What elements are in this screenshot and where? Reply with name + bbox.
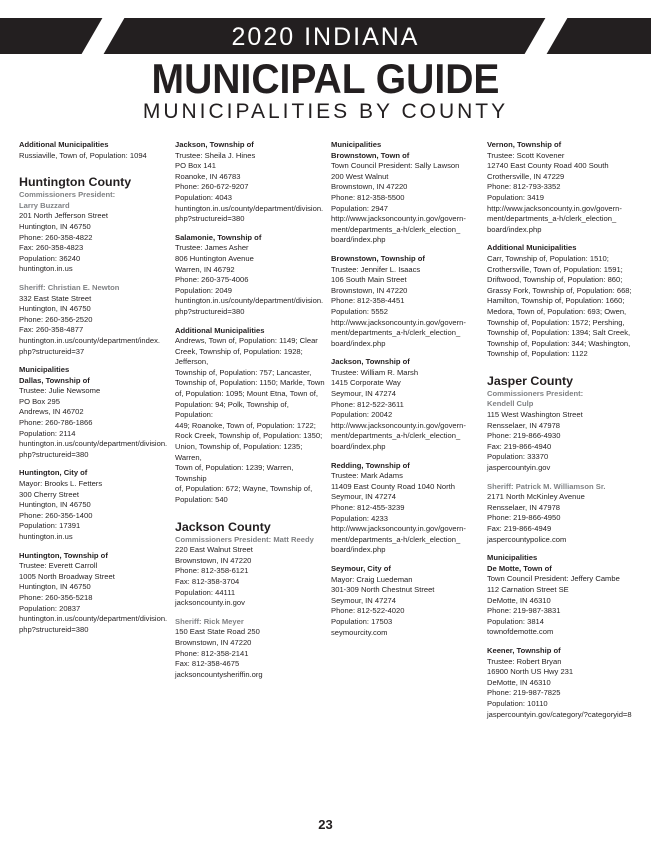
entry-line: Trustee: Sheila J. Hines xyxy=(175,150,256,160)
entry-line: Population: 3814 xyxy=(487,616,545,626)
entry-line: Population: 4233 xyxy=(331,513,389,523)
entry-line: Andrews, Town of, Population: 1149; Clear xyxy=(175,336,318,346)
entry-line: Population: 94; Polk, Township of, Population: xyxy=(175,399,291,420)
official-line: Sheriff: Rick Meyer xyxy=(175,616,244,626)
entry-line: 115 West Washington Street xyxy=(487,410,583,420)
entry-line: Trustee: Jennifer L. Isaacs xyxy=(331,264,421,274)
entry-heading: Additional Municipalities xyxy=(487,243,577,253)
entry-line: 220 East Walnut Street xyxy=(175,545,253,555)
entry-line: Phone: 812-358-6121 xyxy=(175,566,249,576)
entry-line: jacksoncountysheriffin.org xyxy=(175,669,263,679)
entry-line: PO Box 295 xyxy=(19,396,60,406)
spacer xyxy=(19,543,169,551)
county-heading: Huntington County xyxy=(19,175,132,190)
official-line: Sheriff: Patrick M. Williamson Sr. xyxy=(487,481,606,491)
spacer xyxy=(175,318,325,326)
entry-line: Trustee: Julie Newsome xyxy=(19,386,101,396)
entry-line: huntington.in.us/county/department/division. xyxy=(175,296,324,306)
spacer xyxy=(487,235,637,243)
entry-heading: Redding, Township of xyxy=(331,460,410,470)
column-1 xyxy=(19,140,169,635)
entry-line: PO Box 141 xyxy=(175,161,216,171)
entry-line: Rensselaer, IN 47978 xyxy=(487,420,561,430)
entry-line: Phone: 260-356-2520 xyxy=(19,314,93,324)
entry-line: Township of, Population: 1394; Salt Creek, xyxy=(487,328,631,338)
entry-line: Trustee: James Asher xyxy=(175,243,249,253)
entry-line: Seymour, IN 47274 xyxy=(331,389,397,399)
official-line: Kendell Culp xyxy=(487,399,534,409)
spacer xyxy=(175,609,325,617)
spacer xyxy=(487,360,637,368)
entry-line: php?structureid=37 xyxy=(19,346,85,356)
entry-heading: Dallas, Township of xyxy=(19,375,90,385)
entry-line: Phone: 812-522-3611 xyxy=(331,399,404,409)
entry-line: Phone: 260-356-5218 xyxy=(19,592,93,602)
entry-line: 300 Cherry Street xyxy=(19,489,79,499)
entry-heading: Additional Municipalities xyxy=(175,325,265,335)
spacer xyxy=(487,545,637,553)
entry-line: 806 Huntington Avenue xyxy=(175,253,254,263)
entry-line: Phone: 219-866-4930 xyxy=(487,431,561,441)
entry-line: board/index.php xyxy=(331,545,386,555)
entry-line: 16900 North US Hwy 231 xyxy=(487,667,574,677)
entry-line: board/index.php xyxy=(331,442,386,452)
entry-line: Rock Creek, Township of, Population: 1350; xyxy=(175,431,323,441)
entry-line: seymourcity.com xyxy=(331,627,388,637)
year-title: 2020 INDIANA xyxy=(231,23,420,51)
entry-line: Township of, Population: 1572; Pershing, xyxy=(487,317,625,327)
official-line: Commissioners President: Matt Reedy xyxy=(175,534,314,544)
entry-line: Phone: 812-358-5500 xyxy=(331,192,405,202)
entry-line: Fax: 219-866-4940 xyxy=(487,441,552,451)
entry-line: townofdemotte.com xyxy=(487,627,554,637)
entry-line: huntington.in.us/county/department/division. xyxy=(19,614,168,624)
entry-line: Brownstown, IN 47220 xyxy=(331,182,408,192)
entry-line: huntington.in.us xyxy=(19,532,73,541)
official-line: Larry Buzzard xyxy=(19,200,70,210)
entry-line: Seymour, IN 47274 xyxy=(331,595,397,605)
entry-line: Population: 2114 xyxy=(19,428,76,438)
entry-line: Hamilton, Township of, Population: 1660; xyxy=(487,296,625,306)
entry-heading: Salamonie, Township of xyxy=(175,232,262,242)
county-heading: Jasper County xyxy=(487,373,574,388)
entry-line: php?structureid=380 xyxy=(175,306,245,316)
entry-line: Roanoke, IN 46783 xyxy=(175,171,241,181)
entry-heading: Brownstown, Town of xyxy=(331,150,410,160)
spacer xyxy=(487,474,637,482)
entry-line: http://www.jacksoncounty.in.gov/govern- xyxy=(331,214,466,224)
entry-line: Population: 17503 xyxy=(331,616,393,626)
entry-line: 201 North Jefferson Street xyxy=(19,211,108,221)
entry-line: DeMotte, IN 46310 xyxy=(487,677,551,687)
entry-line: http://www.jacksoncounty.in.gov/govern- xyxy=(331,420,466,430)
entry-line: http://www.jacksoncounty.in.gov/govern- xyxy=(331,524,466,534)
entry-line: 1005 North Broadway Street xyxy=(19,571,115,581)
entry-line: Phone: 219-866-4950 xyxy=(487,513,561,523)
entry-line: Phone: 812-793-3352 xyxy=(487,182,561,192)
entry-line: Mayor: Brooks L. Fetters xyxy=(19,479,103,489)
entry-line: 449; Roanoke, Town of, Population: 1722; xyxy=(175,420,316,430)
entry-line: Fax: 260-358-4823 xyxy=(19,243,84,253)
entry-line: jacksoncounty.in.gov xyxy=(175,598,245,608)
entry-line: Trustee: William R. Marsh xyxy=(331,367,419,377)
entry-line: 1415 Corporate Way xyxy=(331,378,401,388)
entry-line: jaspercountyin.gov/category/?categoryid=8 xyxy=(487,709,632,719)
entry-heading: Jackson, Township of xyxy=(331,357,410,367)
entry-line: Phone: 260-786-1866 xyxy=(19,418,93,428)
entry-line: Fax: 219-866-4949 xyxy=(487,524,552,533)
entry-line: Phone: 812-522-4020 xyxy=(331,606,405,616)
entry-line: jaspercountypolice.com xyxy=(487,534,567,544)
entry-line: Phone: 260-358-4822 xyxy=(19,232,93,242)
entry-line: Trustee: Everett Carroll xyxy=(19,561,98,571)
entry-line: 2171 North McKinley Avenue xyxy=(487,492,585,502)
entry-line: Population: 2947 xyxy=(331,203,389,213)
entry-line: Medora, Town of, Population: 693; Owen, xyxy=(487,306,627,316)
entry-line: ment/departments_a-h/clerk_election_ xyxy=(331,534,461,544)
spacer xyxy=(175,506,325,514)
entry-line: Huntington, IN 46750 xyxy=(19,304,91,314)
entry-line: of, Population: 672; Wayne, Township of, xyxy=(175,484,313,494)
entry-heading: Vernon, Township of xyxy=(487,140,562,149)
entry-line: 12740 East County Road 400 South xyxy=(487,161,609,171)
entry-line: huntington.in.us/county/department/division. xyxy=(175,203,324,213)
official-line: Commissioners President: xyxy=(487,388,584,398)
entry-line: 112 Carnation Street SE xyxy=(487,584,569,594)
entry-line: board/index.php xyxy=(487,224,542,234)
entry-line: of, Population: 1095; Mount Etna, Town of, xyxy=(175,389,318,399)
entry-line: jaspercountyin.gov xyxy=(487,463,551,473)
entry-line: Seymour, IN 47274 xyxy=(331,492,397,502)
entry-line: Crothersville, IN 47229 xyxy=(487,171,565,181)
entry-line: Creek, Township of, Population: 1928; Jefferson, xyxy=(175,346,305,367)
entry-line: board/index.php xyxy=(331,235,386,245)
entry-line: 332 East State Street xyxy=(19,293,92,303)
entry-line: Population: 17391 xyxy=(19,521,81,531)
entry-line: Population: 2049 xyxy=(175,285,233,295)
entry-line: Huntington, IN 46750 xyxy=(19,221,91,231)
subtitle: MUNICIPALITIES BY COUNTY xyxy=(142,100,509,123)
entry-line: Trustee: Scott Kovener xyxy=(487,150,565,160)
entry-line: php?structureid=380 xyxy=(175,214,245,224)
entry-line: Population: 540 xyxy=(175,495,228,504)
entry-line: Fax: 812-358-3704 xyxy=(175,576,240,586)
entry-line: Brownstown, IN 47220 xyxy=(331,285,408,295)
main-title: MUNICIPAL GUIDE xyxy=(151,55,500,102)
spacer xyxy=(19,161,169,169)
entry-line: 200 West Walnut xyxy=(331,171,389,181)
spacer xyxy=(175,225,325,233)
entry-line: board/index.php xyxy=(331,338,386,348)
spacer xyxy=(19,275,169,283)
page-number: 23 xyxy=(318,817,333,832)
entry-heading: Huntington, Township of xyxy=(19,550,108,560)
entry-line: Township of, Population: 344; Washington, xyxy=(487,338,631,348)
entry-line: Population: 3419 xyxy=(487,192,545,202)
entry-heading: Jackson, Township of xyxy=(175,140,254,149)
entry-line: Population: 4043 xyxy=(175,192,233,202)
entry-line: ment/departments_a-h/clerk_election_ xyxy=(331,328,461,338)
spacer xyxy=(331,453,481,461)
entry-line: Russiaville, Town of, Population: 1094 xyxy=(19,150,147,160)
entry-line: Phone: 812-358-2141 xyxy=(175,648,249,658)
entry-line: Fax: 260-358-4877 xyxy=(19,325,84,335)
entry-line: Phone: 219-987-7825 xyxy=(487,688,561,698)
entry-line: Town Council President: Jeffery Cambe xyxy=(487,574,620,584)
entry-line: Town Council President: Sally Lawson xyxy=(331,161,460,171)
spacer xyxy=(331,246,481,254)
entry-line: Warren, IN 46792 xyxy=(175,264,235,274)
entry-line: Population: 20837 xyxy=(19,603,81,613)
entry-line: Huntington, IN 46750 xyxy=(19,582,91,592)
entry-line: Population: 10110 xyxy=(487,698,548,708)
entry-line: Phone: 812-455-3239 xyxy=(331,503,405,512)
entry-line: Brownstown, IN 47220 xyxy=(175,555,252,565)
entry-line: Phone: 260-375-4006 xyxy=(175,275,249,285)
spacer xyxy=(331,556,481,564)
entry-line: ment/departments_a-h/clerk_election_ xyxy=(331,431,461,441)
entry-line: huntington.in.us/county/department/index. xyxy=(19,335,160,345)
entry-line: Population: 5552 xyxy=(331,306,389,316)
entry-line: Brownstown, IN 47220 xyxy=(175,637,252,647)
entry-line: Population: 33370 xyxy=(487,452,549,462)
entry-line: ment/departments_a-h/clerk_election_ xyxy=(331,224,461,234)
entry-heading: Municipalities xyxy=(19,365,70,375)
entry-line: huntington.in.us xyxy=(19,264,73,274)
entry-heading: Brownstown, Township of xyxy=(331,253,425,263)
entry-line: Population: 20042 xyxy=(331,410,393,420)
official-line: Sheriff: Christian E. Newton xyxy=(19,282,120,292)
entry-line: Trustee: Robert Bryan xyxy=(487,656,562,666)
spacer xyxy=(487,638,637,646)
entry-line: Rensselaer, IN 47978 xyxy=(487,502,561,512)
entry-line: Township of, Population: 1150; Markle, Town xyxy=(175,378,325,388)
entry-line: http://www.jacksoncounty.in.gov/govern- xyxy=(331,317,466,327)
entry-line: Fax: 812-358-4675 xyxy=(175,659,240,669)
spacer xyxy=(19,460,169,468)
entry-line: Trustee: Mark Adams xyxy=(331,471,403,481)
entry-heading: Municipalities xyxy=(331,140,382,149)
entry-heading: Additional Municipalities xyxy=(19,140,109,149)
entry-line: Population: 36240 xyxy=(19,253,81,263)
entry-line: 106 South Main Street xyxy=(331,275,407,285)
entry-line: Union, Township of, Population: 1235; Warren, xyxy=(175,442,305,462)
entry-line: Township of, Population: 757; Lancaster, xyxy=(175,367,312,377)
entry-line: 11409 East County Road 1040 North xyxy=(331,481,455,491)
entry-line: Township of, Population: 1122 xyxy=(487,349,588,359)
column-3 xyxy=(331,140,481,638)
spacer xyxy=(331,349,481,357)
spacer xyxy=(19,357,169,365)
entry-line: Phone: 812-358-4451 xyxy=(331,296,405,306)
entry-heading: Seymour, City of xyxy=(331,563,391,573)
entry-line: Population: 44111 xyxy=(175,587,236,597)
entry-heading: Municipalities xyxy=(487,553,538,563)
entry-line: php?structureid=380 xyxy=(19,449,89,459)
entry-line: http://www.jacksoncounty.in.gov/govern- xyxy=(487,203,622,213)
entry-line: Huntington, IN 46750 xyxy=(19,500,91,510)
entry-line: Grassy Fork, Township of, Population: 668; xyxy=(487,285,632,295)
entry-line: Andrews, IN 46702 xyxy=(19,407,84,417)
entry-line: Phone: 260-672-9207 xyxy=(175,182,249,192)
county-heading: Jackson County xyxy=(175,519,271,534)
entry-line: Carr, Township of, Population: 1510; xyxy=(487,253,609,263)
column-2 xyxy=(175,140,325,680)
official-line: Commissioners President: xyxy=(19,190,116,200)
entry-line: ment/departments_a-h/clerk_election_ xyxy=(487,214,617,224)
entry-line: Mayor: Craig Luedeman xyxy=(331,574,413,584)
entry-heading: Huntington, City of xyxy=(19,468,88,478)
entry-line: Phone: 219-987-3831 xyxy=(487,606,561,616)
entry-line: huntington.in.us/county/department/division. xyxy=(19,439,168,449)
entry-line: DeMotte, IN 46310 xyxy=(487,595,551,605)
entry-line: 150 East State Road 250 xyxy=(175,627,260,637)
column-4 xyxy=(487,140,637,720)
entry-heading: De Motte, Town of xyxy=(487,563,552,573)
entry-line: Town of, Population: 1239; Warren, Township xyxy=(175,463,296,483)
entry-line: php?structureid=380 xyxy=(19,624,89,634)
entry-line: Driftwood, Township of, Population: 860; xyxy=(487,275,623,285)
entry-heading: Keener, Township of xyxy=(487,645,561,655)
entry-line: Crothersville, Town of, Population: 1591; xyxy=(487,264,623,274)
entry-line: Phone: 260-356-1400 xyxy=(19,510,93,520)
entry-line: 301-309 North Chestnut Street xyxy=(331,585,435,595)
